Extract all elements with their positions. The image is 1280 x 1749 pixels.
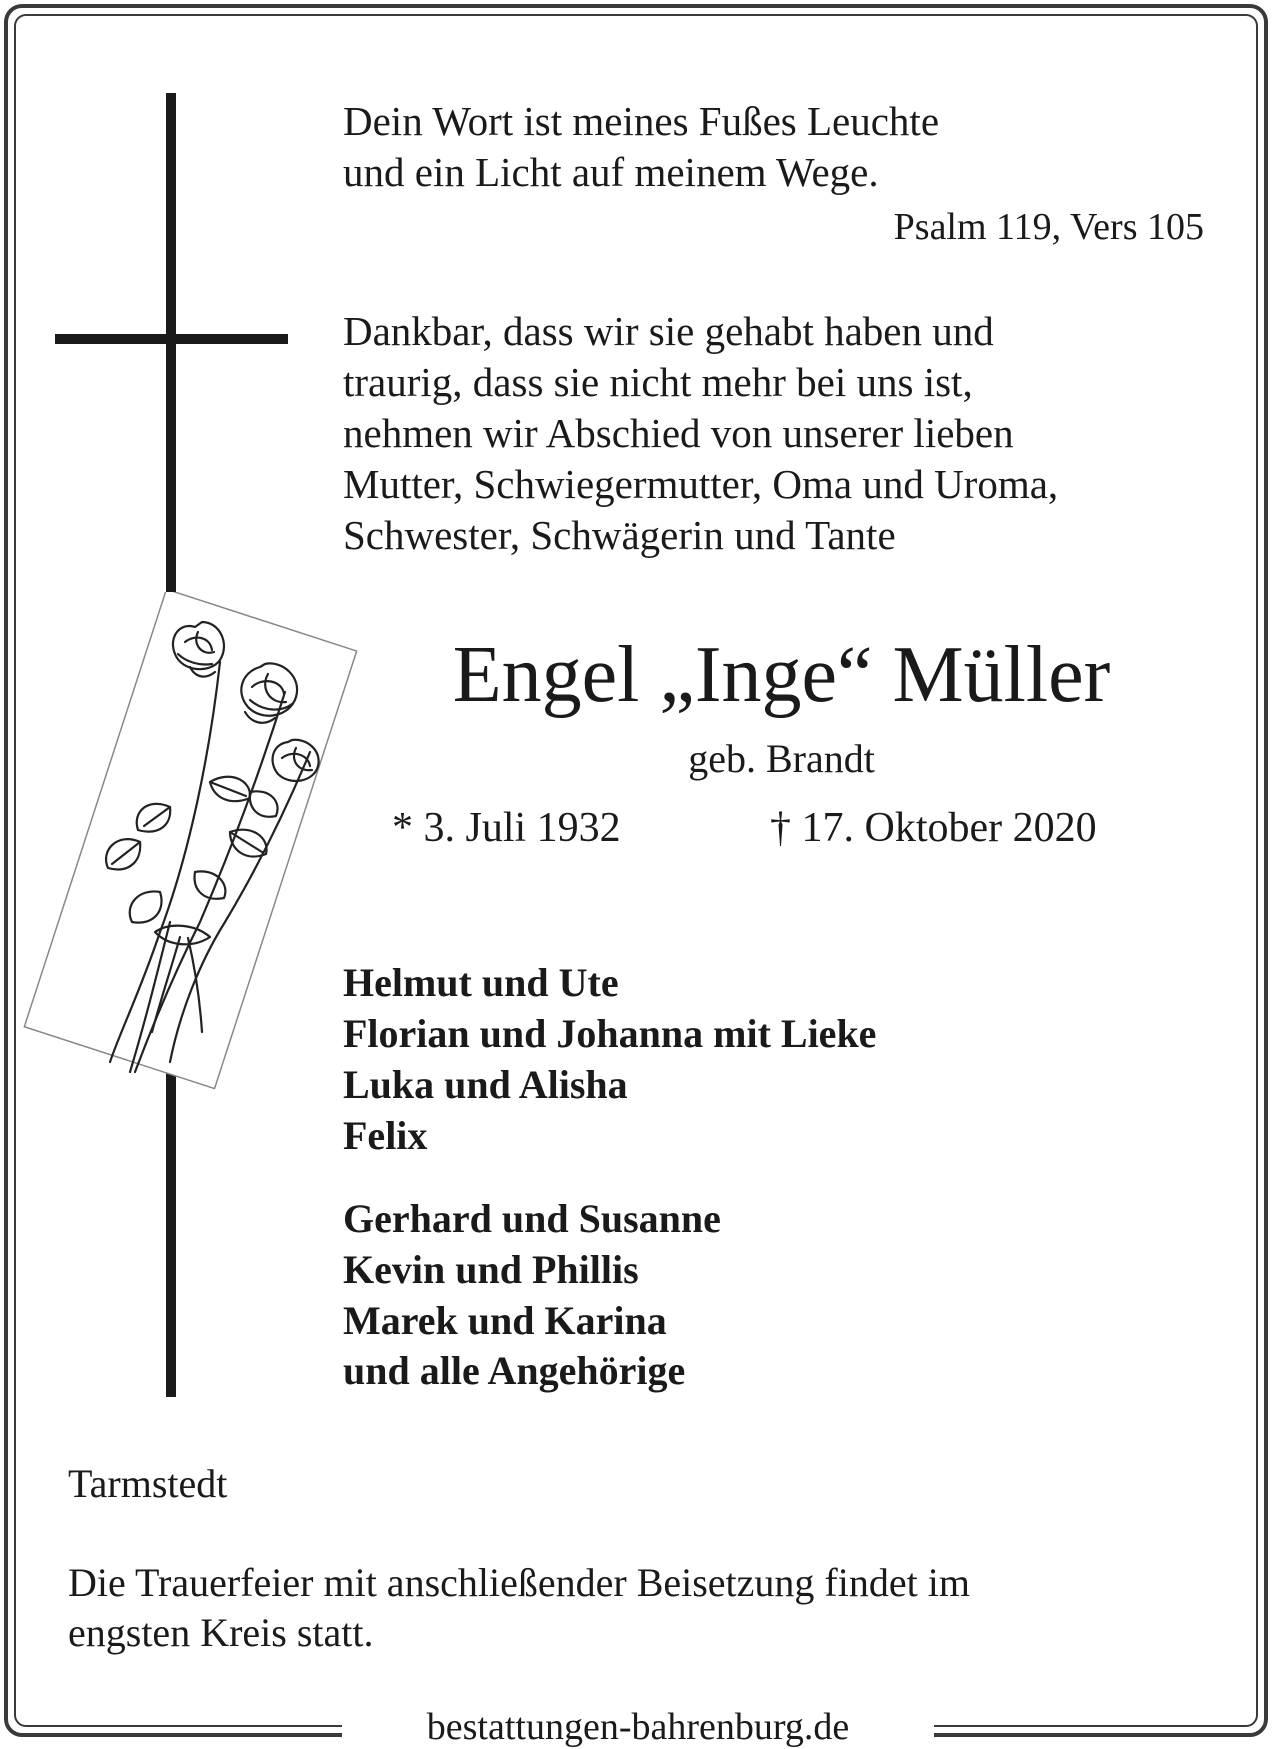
mourner-line: Helmut und Ute [343,960,619,1005]
funeral-notice [68,1558,970,1658]
psalm-quote-line: und ein Licht auf meinem Wege. [343,149,879,195]
mourner-line: Luka und Alisha [343,1062,628,1107]
intro-line: traurig, dass sie nicht mehr bei uns ist, [343,359,973,405]
rose-bouquet-icon [20,592,380,1092]
mourners-closing: und alle Angehörige [343,1348,686,1393]
death-date: † 17. Oktober 2020 [770,805,1097,851]
mourners-group-2 [343,1193,721,1346]
intro-line: Dankbar, dass wir sie gehabt haben und [343,308,994,354]
maiden-name: geb. Brandt [688,736,875,781]
intro-line: Mutter, Schwiegermutter, Oma und Uroma, [343,461,1059,507]
mourner-line: Felix [343,1113,428,1158]
place-name: Tarmstedt [68,1461,228,1506]
footer-website: bestattungen-bahrenburg.de [342,1707,934,1747]
mourner-line: Marek und Karina [343,1298,667,1343]
notice-line: Die Trauerfeier mit anschließender Beisetzung findet im [68,1560,970,1605]
psalm-quote [343,96,939,198]
mourner-line: Kevin und Phillis [343,1247,639,1292]
psalm-reference: Psalm 119, Vers 105 [893,206,1204,248]
mourner-line: Gerhard und Susanne [343,1196,721,1241]
mourners-group-1 [343,957,876,1161]
notice-line: engsten Kreis statt. [68,1610,374,1655]
intro-line: Schwester, Schwägerin und Tante [343,512,896,558]
intro-line: nehmen wir Abschied von unserer lieben [343,410,1014,456]
mourner-line: Florian und Johanna mit Lieke [343,1011,877,1056]
deceased-name: Engel „Inge“ Müller [452,631,1111,719]
cross-icon-horizontal [55,334,288,344]
psalm-quote-line: Dein Wort ist meines Fußes Leuchte [343,98,940,144]
birth-date: * 3. Juli 1932 [392,805,621,851]
intro-text [343,306,1058,561]
